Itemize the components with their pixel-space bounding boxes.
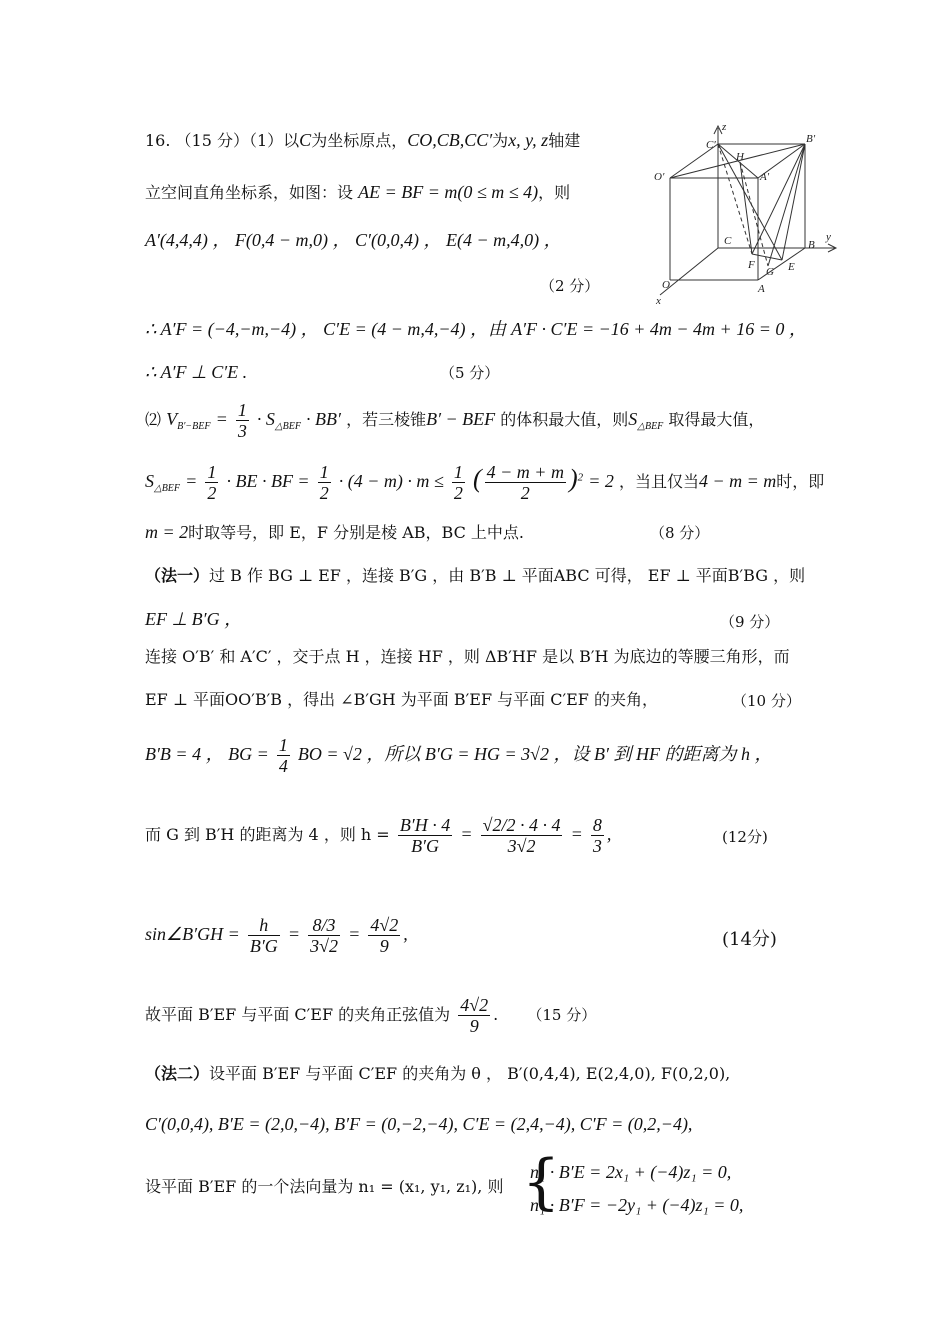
score-8: （8 分） [650, 524, 710, 542]
method2-line-1: （法二）设平面 B′EF 与平面 C′EF 的夹角为 θ ， B′(0,4,4), E(2,4,0), F(0,2,0), [145, 1064, 731, 1083]
area-inequality-line: $S_{\triangle BEF}$ = $\frac{1}{2}$ · BE · BF = $\frac{1}{2}$ · (4 − m) · m ≤ $\frac{1}{2}$ ( $\frac{4 - m + m}{2}$ )$^2$ = 2 ，当且仅当4 − m = m时，即 [145, 462, 825, 503]
score-2: （2 分） [540, 277, 600, 295]
method2-normal-line: 设平面 B′EF 的一个法向量为 n₁ = (x₁, y₁, z₁), 则 [145, 1177, 504, 1196]
method1-conclusion: 故平面 B′EF 与平面 C′EF 的夹角正弦值为 $\frac{4√2}{9}$ . （15 分） [145, 995, 597, 1036]
method1-line-3: 连接 O′B′ 和 A′C′ ，交于点 H ，连接 HF ，则 ΔB′HF 是以 B′H 为底边的等腰三角形，而 [145, 647, 790, 666]
svg-text:O: O [662, 279, 670, 291]
fig-label: z [722, 121, 727, 133]
part2-volume-line: ⑵ $V_{B'-BEF}$ = $\frac{1}{3}$ · $S_{\triangle BEF} \cdot BB'$ ，若三棱锥B′ − BEF 的体积最大值，则$S_{\triangle BEF}$ 取得最大值， [145, 400, 765, 441]
svg-text:G: G [766, 266, 774, 278]
dot-product-line: ∴ A′F = (−4,−m,−4) ， C′E = (4 − m,4,−4) ，由 A′F · C′E = −16 + 4m − 4m + 16 = 0 ， [145, 319, 807, 339]
svg-text:F: F [748, 259, 755, 271]
system-equation-1: n₁ · B′E = 2x₁ + (−4)z₁ = 0, [530, 1162, 732, 1182]
score-12: (12分) [722, 828, 768, 846]
cube-figure [640, 120, 840, 310]
method1-line-5: B′B = 4 ， BG = $\frac{1}{4}$ BO = √2 ，所以 B′G = HG = 3√2 ，设 B′ 到 HF 的距离为 h ， [145, 735, 773, 776]
svg-text:O′: O′ [654, 171, 665, 183]
score-5: （5 分） [440, 364, 500, 382]
method1-line-6: 而 G 到 B′H 的距离为 4 ，则 h = $\frac{B'H \cdot 4}{B'G}$ = $\frac{√2/2 \cdot 4 \cdot 4}{3√2}$ = $\frac{8}{3}$ , [145, 815, 612, 856]
svg-text:C′: C′ [706, 139, 716, 151]
method2-vectors-line: C′(0,0,4), B′E = (2,0,−4), B′F = (0,−2,−4), C′E = (2,4,−4), C′F = (0,2,−4), [145, 1114, 693, 1134]
midpoint-line: m = 2时取等号，即 E，F 分别是棱 AB，BC 上中点. [145, 522, 524, 542]
coordinates-line: A′(4,4,4) ， F(0,4 − m,0) ， C′(0,0,4) ， E(4 − m,4,0) ， [145, 230, 562, 250]
perpendicular-conclusion: ∴ A′F ⊥ C′E . [145, 362, 248, 382]
svg-text:C: C [724, 235, 732, 247]
svg-text:E: E [788, 261, 795, 273]
problem-line-2: 立空间直角坐标系，如图：设 AE = BF = m(0 ≤ m ≤ 4)，则 [145, 182, 571, 202]
svg-text:A′: A′ [760, 171, 770, 183]
system-equation-2: n₁ · B′F = −2y₁ + (−4)z₁ = 0, [530, 1195, 744, 1215]
score-9: （9 分） [720, 613, 780, 631]
score-14: (14分) [722, 929, 777, 950]
score-15: （15 分） [527, 1006, 597, 1024]
method1-line-4: EF ⊥ 平面OO′B′B ，得出 ∠B′GH 为平面 B′EF 与平面 C′EF 的夹角， [145, 690, 658, 709]
method1-line-7: sin∠B′GH = $\frac{h}{B'G}$ = $\frac{8/3}{3√2}$ = $\frac{4√2}{9}$ , [145, 915, 408, 956]
problem-line-1: 16. （15 分）（1）以C为坐标原点，CO,CB,CC′为x, y, z轴建 [145, 130, 581, 150]
score-10: （10 分） [732, 692, 801, 710]
method1-line-2: EF ⊥ B′G ， [145, 609, 243, 629]
svg-text:A: A [758, 283, 765, 295]
system-brace: { [522, 1147, 561, 1217]
svg-text:B′: B′ [806, 133, 816, 145]
method1-line-1: （法一）过 B 作 BG ⊥ EF ，连接 B′G ，由 B′B ⊥ 平面ABC 可得， EF ⊥ 平面B′BG ，则 [145, 566, 806, 585]
svg-text:y: y [826, 231, 831, 243]
svg-text:x: x [656, 295, 661, 307]
svg-text:B: B [808, 239, 815, 251]
svg-text:H: H [736, 151, 744, 163]
